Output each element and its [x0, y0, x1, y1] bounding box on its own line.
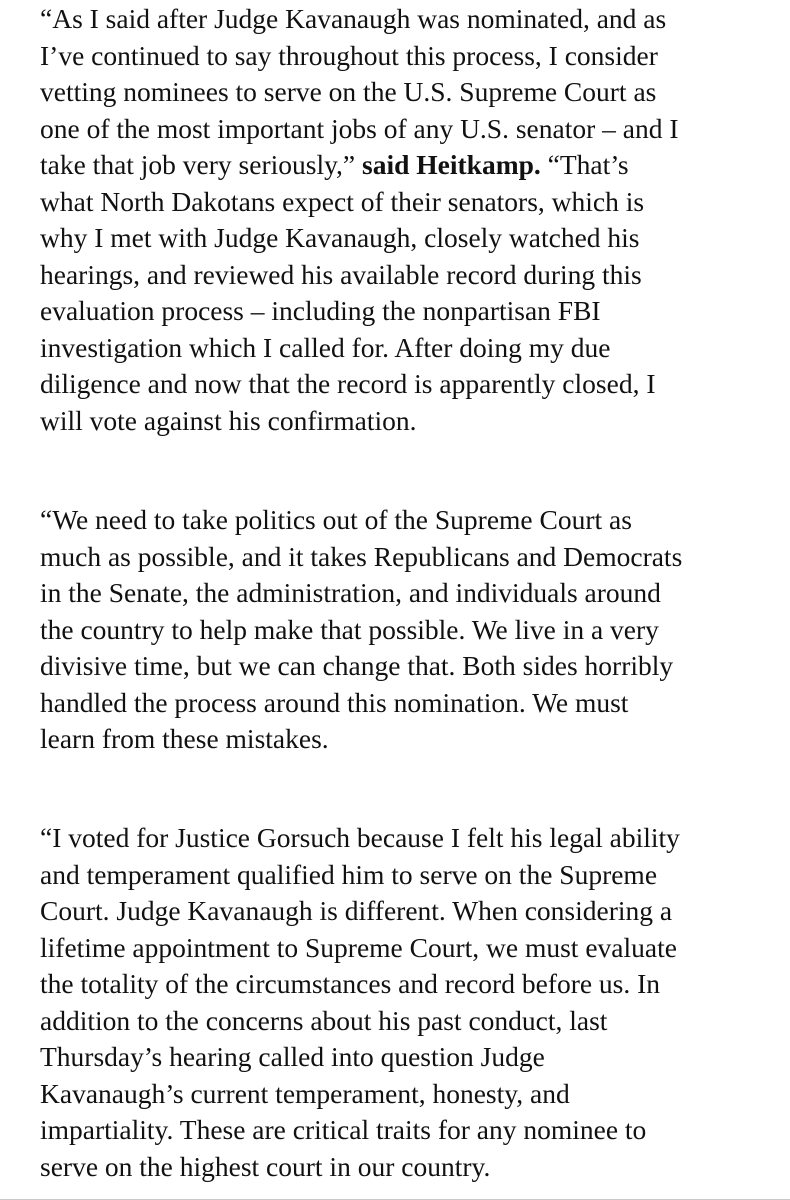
text-line: and temperament qualified him to serve on the Supreme	[40, 858, 658, 890]
text-line: hearings, and reviewed his available record during this	[40, 258, 642, 290]
text-line-with-attribution	[40, 147, 679, 184]
text-line: Court. Judge Kavanaugh is different. When considering a	[40, 895, 673, 926]
text-line: much as possible, and it takes Republicans and Democrats	[40, 540, 683, 572]
text-line: the country to help make that possible. We live in a very	[40, 613, 659, 645]
text-line: I’ve continued to say throughout this process, I consider	[40, 39, 658, 71]
quote-text: take that job very seriously,”	[40, 149, 363, 180]
text-line: will vote against his confirmation.	[40, 404, 417, 436]
text-line: why I met with Judge Kavanaugh, closely watched his	[40, 222, 640, 253]
text-line: lifetime appointment to Supreme Court, we must evaluate	[40, 931, 677, 963]
text-line: the totality of the circumstances and record before us. In	[40, 968, 661, 999]
text-line: impartiality. These are critical traits for any nominee to	[40, 1114, 647, 1145]
text-line: investigation which I called for. After doing my due	[40, 331, 611, 363]
statement-paragraph-3	[40, 820, 680, 1185]
text-line: vetting nominees to serve on the U.S. Supreme Court as	[40, 76, 657, 107]
statement-paragraph-2	[40, 502, 682, 758]
text-line: evaluation process – including the nonpartisan FBI	[40, 295, 601, 326]
text-line: one of the most important jobs of any U.S. senator – and I	[40, 112, 679, 144]
text-line: in the Senate, the administration, and individuals around	[40, 577, 661, 608]
text-line: addition to the concerns about his past conduct, last	[40, 1004, 608, 1036]
text-line: “We need to take politics out of the Supreme Court as	[40, 504, 632, 535]
text-line: learn from these mistakes.	[40, 723, 329, 754]
speaker-attribution: said Heitkamp.	[362, 149, 541, 180]
text-line: “As I said after Judge Kavanaugh was nominated, and as	[40, 3, 667, 34]
quote-text: “That’s	[540, 149, 629, 180]
text-line: what North Dakotans expect of their senators, which is	[40, 185, 645, 217]
text-line: diligence and now that the record is apparently closed, I	[40, 368, 656, 399]
text-line: serve on the highest court in our country.	[40, 1150, 491, 1182]
text-line: divisive time, but we can change that. Both sides horribly	[40, 650, 674, 681]
text-line: handled the process around this nomination. We must	[40, 686, 629, 718]
text-line: Kavanaugh’s current temperament, honesty, and	[40, 1077, 570, 1109]
text-line: Thursday’s hearing called into question Judge	[40, 1041, 545, 1072]
statement-paragraph-1	[40, 1, 679, 439]
text-line: “I voted for Justice Gorsuch because I felt his legal ability	[40, 822, 680, 853]
